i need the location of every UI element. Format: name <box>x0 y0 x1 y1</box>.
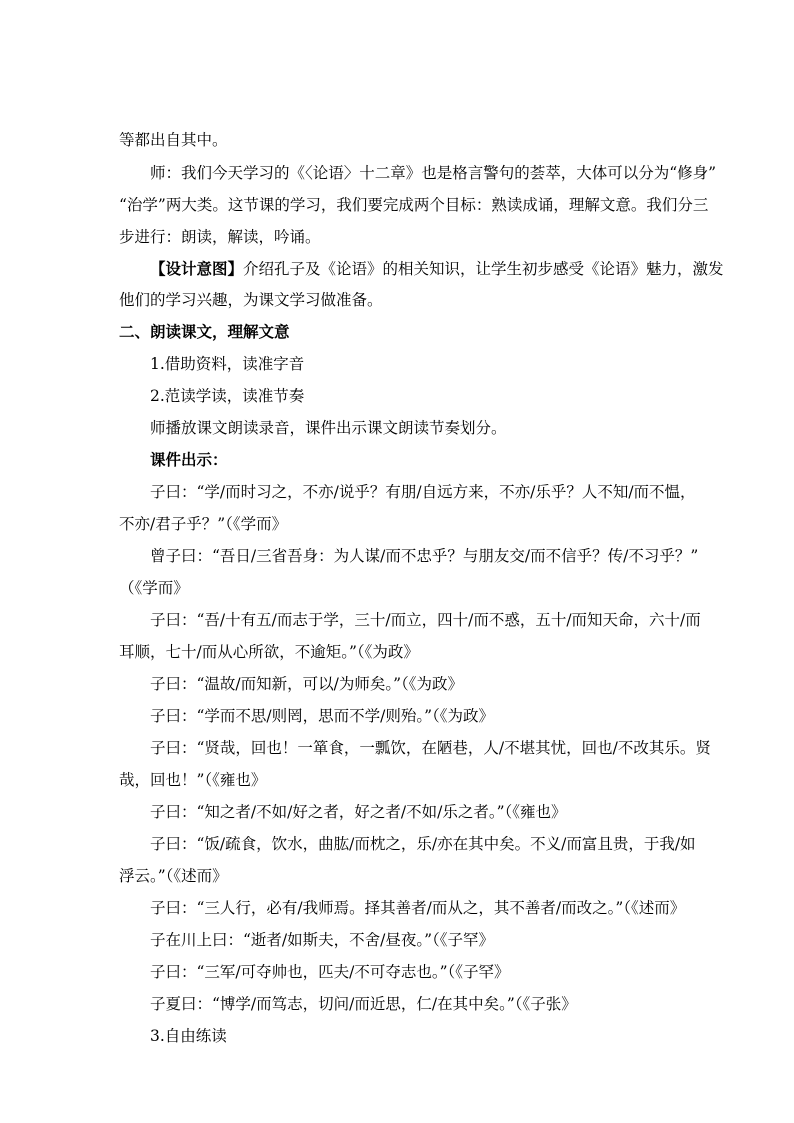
step-item: 3.自由练读 <box>150 1027 227 1045</box>
paragraph-line: 师播放课文朗读录音，课件出示课文朗读节奏划分。 <box>150 419 507 437</box>
quote-line: 哉，回也！”（《雍也》 <box>119 771 267 789</box>
quote-line: 子曰：“知之者/不如/好之者，好之者/不如/乐之者。”（《雍也》 <box>150 803 567 821</box>
quote-line: 子曰：“贤哉，回也！一箪食，一瓢饮，在陋巷，人/不堪其忧，回也/不改其乐。贤 <box>150 739 711 757</box>
paragraph-line: 他们的学习兴趣，为课文学习做准备。 <box>119 291 383 309</box>
quote-line: 子曰：“饭/疏食，饮水，曲肱/而枕之，乐/亦在其中矣。不义/而富且贵，于我/如 <box>150 835 696 853</box>
quote-line: 曾子曰：“吾日/三省吾身：为人谋/而不忠乎？与朋友交/而不信乎？传/不习乎？” <box>150 547 699 565</box>
design-intent-text: 介绍孔子及《论语》的相关知识，让学生初步感受《论语》魅力，激发 <box>243 260 724 278</box>
quote-line: 子夏曰：“博学/而笃志，切问/而近思，仁/在其中矣。”（《子张》 <box>150 995 577 1013</box>
quote-line: 子曰：“学/而时习之，不亦/说乎？有朋/自远方来，不亦/乐乎？人不知/而不愠， <box>150 483 696 501</box>
paragraph-line: “治学”两大类。这节课的学习，我们要完成两个目标：熟读成诵，理解文意。我们分三 <box>119 196 709 214</box>
quote-line: 耳顺，七十/而从心所欲，不逾矩。”（《为政》 <box>119 643 419 661</box>
section-heading: 二、朗读课文，理解文意 <box>119 322 290 341</box>
quote-line: 子曰：“学而不思/则罔，思而不学/则殆。”（《为政》 <box>150 707 495 725</box>
paragraph-line: 师：我们今天学习的《〈论语〉十二章》也是格言警句的荟萃，大体可以分为“修身” <box>150 164 717 182</box>
design-intent-line <box>150 259 724 279</box>
paragraph-line: 步进行：朗读，解读，吟诵。 <box>119 228 321 246</box>
quote-line: 子曰：“吾/十有五/而志于学，三十/而立，四十/而不惑，五十/而知天命，六十/而 <box>150 611 701 629</box>
design-intent-label: 【设计意图】 <box>150 259 244 278</box>
quote-line: 子在川上曰：“逝者/如斯夫，不舍/昼夜。”（《子罕》 <box>150 931 495 949</box>
courseware-heading: 课件出示： <box>150 450 228 469</box>
quote-line: 不亦/君子乎？”（《学而》 <box>119 515 288 533</box>
quote-line: 子曰：“三军/可夺帅也，匹夫/不可夺志也。”（《子罕》 <box>150 963 510 981</box>
paragraph-line: 等都出自其中。 <box>119 131 228 149</box>
step-item: 1.借助资料，读准字音 <box>150 355 305 373</box>
step-item: 2.范读学读，读准节奏 <box>150 387 305 405</box>
quote-line: （《学而》 <box>119 579 189 597</box>
quote-line: 子曰：“三人行，必有/我师焉。择其善者/而从之，其不善者/而改之。”（《述而》 <box>150 899 686 917</box>
quote-line: 子曰：“温故/而知新，可以/为师矣。”（《为政》 <box>150 675 464 693</box>
quote-line: 浮云。”（《述而》 <box>119 867 228 885</box>
